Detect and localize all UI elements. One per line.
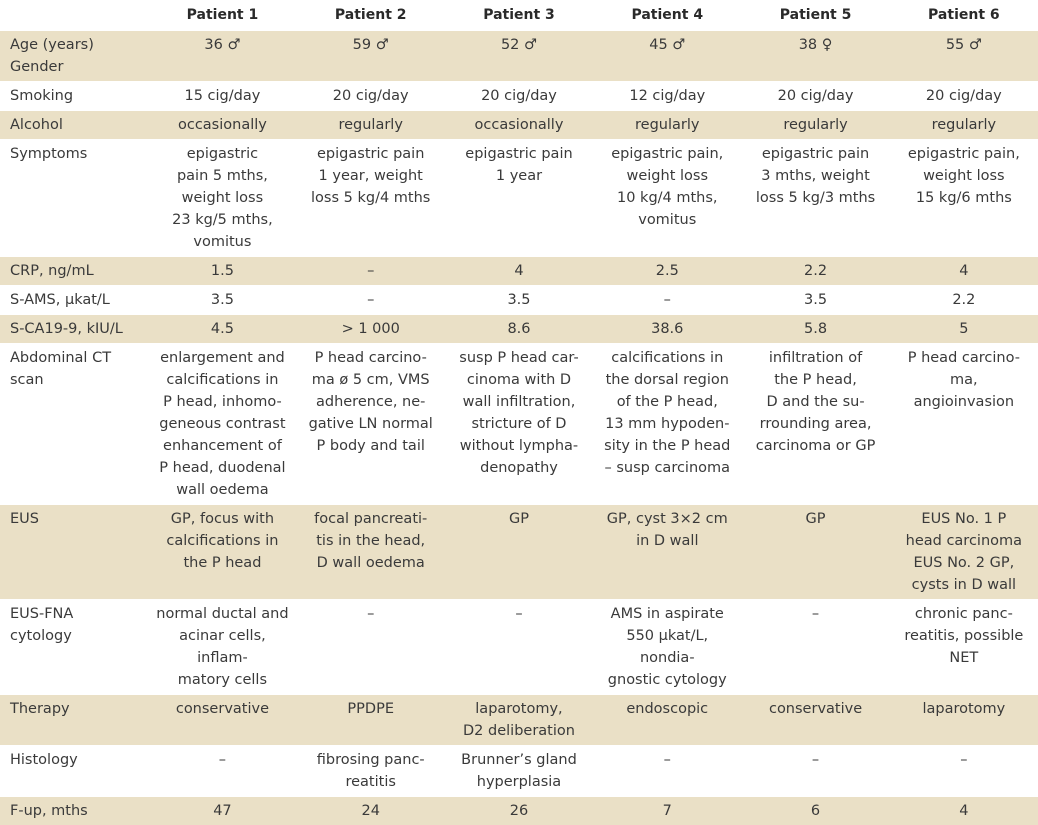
table-cell: normal ductal and acinar cells, inflam- matory cells <box>148 600 296 695</box>
row-smoking <box>0 82 1038 111</box>
table-cell: 15 cig/day <box>148 82 296 111</box>
row-s-ca19-9 <box>0 315 1038 344</box>
table-cell: regularly <box>741 111 889 140</box>
table-cell: PPDPE <box>297 695 445 746</box>
table-cell: fibrosing panc- reatitis <box>297 746 445 797</box>
table-cell: laparotomy, D2 deliberation <box>445 695 593 746</box>
table-cell: 2.5 <box>593 257 741 286</box>
table-cell: 36 ♂ <box>148 31 296 82</box>
table-cell: 26 <box>445 797 593 825</box>
table-cell: – <box>741 600 889 695</box>
table-cell: 4.5 <box>148 315 296 344</box>
row-label: S-CA19-9, kIU/L <box>0 315 148 344</box>
table-cell: 47 <box>148 797 296 825</box>
table-cell: occasionally <box>148 111 296 140</box>
header-label-cell <box>0 0 148 31</box>
table-cell: 20 cig/day <box>890 82 1038 111</box>
table-cell: – <box>741 746 889 797</box>
row-label: Alcohol <box>0 111 148 140</box>
table-cell: susp P head car- cinoma with D wall infiltration, stricture of D without lympha- denopathy <box>445 344 593 505</box>
row-histology <box>0 746 1038 797</box>
table-cell: 38.6 <box>593 315 741 344</box>
row-eus <box>0 505 1038 600</box>
row-label: Histology <box>0 746 148 797</box>
row-label: Symptoms <box>0 140 148 257</box>
row-label: S-AMS, µkat/L <box>0 286 148 315</box>
table-cell: endoscopic <box>593 695 741 746</box>
table-cell: regularly <box>890 111 1038 140</box>
table-header <box>0 0 1038 31</box>
table-cell: 3.5 <box>741 286 889 315</box>
table-body <box>0 31 1038 825</box>
table-cell: – <box>593 286 741 315</box>
row-crp <box>0 257 1038 286</box>
table-cell: 4 <box>890 257 1038 286</box>
header-patient-5: Patient 5 <box>741 0 889 31</box>
table-cell: – <box>297 600 445 695</box>
table-cell: 20 cig/day <box>445 82 593 111</box>
row-s-ams <box>0 286 1038 315</box>
row-label: F-up, mths <box>0 797 148 825</box>
table-cell: 1.5 <box>148 257 296 286</box>
table-cell: 7 <box>593 797 741 825</box>
table-cell: calcifications in the dorsal region of the P head, 13 mm hypoden- sity in the P head – susp carcinoma <box>593 344 741 505</box>
table-cell: 38 ♀ <box>741 31 889 82</box>
table-cell: P head carcino- ma ø 5 cm, VMS adherence, ne- gative LN normal P body and tail <box>297 344 445 505</box>
table-cell: Brunner’s gland hyperplasia <box>445 746 593 797</box>
table-cell: epigastric pain 1 year <box>445 140 593 257</box>
table-cell: regularly <box>593 111 741 140</box>
table-cell: epigastric pain 5 mths, weight loss 23 kg/5 mths, vomitus <box>148 140 296 257</box>
row-label: Therapy <box>0 695 148 746</box>
table-cell: GP, cyst 3×2 cm in D wall <box>593 505 741 600</box>
table-cell: – <box>890 746 1038 797</box>
table-cell: – <box>445 600 593 695</box>
table-cell: conservative <box>148 695 296 746</box>
table-cell: enlargement and calcifications in P head, inhomo- geneous contrast enhancement of P head, duodenal wall oedema <box>148 344 296 505</box>
table-cell: conservative <box>741 695 889 746</box>
table-cell: EUS No. 1 P head carcinoma EUS No. 2 GP, cysts in D wall <box>890 505 1038 600</box>
table-cell: AMS in aspirate 550 µkat/L, nondia- gnostic cytology <box>593 600 741 695</box>
table-cell: 8.6 <box>445 315 593 344</box>
table-cell: focal pancreati- tis in the head, D wall oedema <box>297 505 445 600</box>
header-patient-2: Patient 2 <box>297 0 445 31</box>
table-cell: epigastric pain, weight loss 10 kg/4 mths, vomitus <box>593 140 741 257</box>
table-cell: – <box>593 746 741 797</box>
table-cell: 45 ♂ <box>593 31 741 82</box>
header-patient-1: Patient 1 <box>148 0 296 31</box>
table-cell: 12 cig/day <box>593 82 741 111</box>
header-patient-4: Patient 4 <box>593 0 741 31</box>
row-label: CRP, ng/mL <box>0 257 148 286</box>
table-cell: 20 cig/day <box>741 82 889 111</box>
table-cell: 55 ♂ <box>890 31 1038 82</box>
table-cell: 2.2 <box>741 257 889 286</box>
table-cell: 24 <box>297 797 445 825</box>
table-cell: epigastric pain, weight loss 15 kg/6 mths <box>890 140 1038 257</box>
row-alcohol <box>0 111 1038 140</box>
table-cell: – <box>297 257 445 286</box>
row-label: Age (years) Gender <box>0 31 148 82</box>
table-cell: GP <box>445 505 593 600</box>
row-label: Abdominal CT scan <box>0 344 148 505</box>
row-abdominal-ct <box>0 344 1038 505</box>
row-symptoms <box>0 140 1038 257</box>
row-age-gender <box>0 31 1038 82</box>
table-cell: GP <box>741 505 889 600</box>
row-eus-fna-cytology <box>0 600 1038 695</box>
table-cell: > 1 000 <box>297 315 445 344</box>
table-cell: – <box>297 286 445 315</box>
row-label: EUS-FNA cytology <box>0 600 148 695</box>
row-follow-up <box>0 797 1038 825</box>
table-cell: regularly <box>297 111 445 140</box>
table-cell: 5 <box>890 315 1038 344</box>
table-cell: 2.2 <box>890 286 1038 315</box>
table-cell: 20 cig/day <box>297 82 445 111</box>
table-cell: GP, focus with calcifications in the P head <box>148 505 296 600</box>
table-cell: 59 ♂ <box>297 31 445 82</box>
row-label: EUS <box>0 505 148 600</box>
table-cell: 6 <box>741 797 889 825</box>
table-cell: laparotomy <box>890 695 1038 746</box>
table-cell: 3.5 <box>148 286 296 315</box>
table-cell: epigastric pain 1 year, weight loss 5 kg/4 mths <box>297 140 445 257</box>
table-cell: 4 <box>890 797 1038 825</box>
row-therapy <box>0 695 1038 746</box>
header-row <box>0 0 1038 31</box>
table-cell: chronic panc- reatitis, possible NET <box>890 600 1038 695</box>
row-label: Smoking <box>0 82 148 111</box>
header-patient-6: Patient 6 <box>890 0 1038 31</box>
table-cell: 3.5 <box>445 286 593 315</box>
table-cell: P head carcino- ma, angioinvasion <box>890 344 1038 505</box>
table-cell: 4 <box>445 257 593 286</box>
table-cell: occasionally <box>445 111 593 140</box>
table-cell: 52 ♂ <box>445 31 593 82</box>
table-cell: 5.8 <box>741 315 889 344</box>
table-cell: – <box>148 746 296 797</box>
table-cell: epigastric pain 3 mths, weight loss 5 kg/3 mths <box>741 140 889 257</box>
table-cell: infiltration of the P head, D and the su- rrounding area, carcinoma or GP <box>741 344 889 505</box>
header-patient-3: Patient 3 <box>445 0 593 31</box>
